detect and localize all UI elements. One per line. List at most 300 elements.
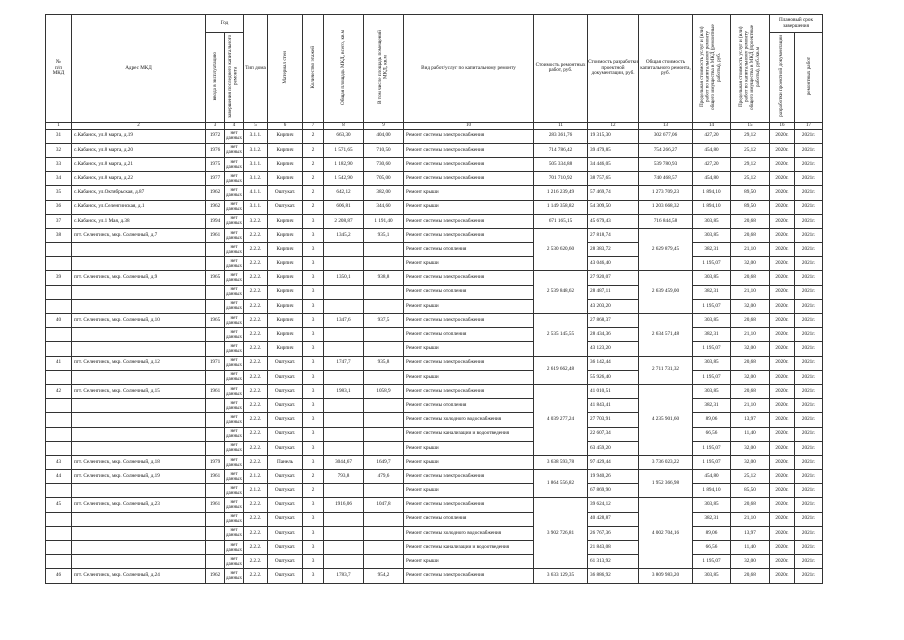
- cell-total-area: 3044,67: [324, 455, 364, 469]
- cell-year-commission: [206, 555, 225, 569]
- cell-planned-repair: 2021г.: [795, 243, 823, 257]
- cell-total-area: 1345,2: [324, 228, 364, 242]
- cell-year-commission: 1972: [206, 129, 225, 143]
- header-limit-cost-2: Предельная стоимость услуг и (или) работ по капитальному ремонту общего имущества в МКД (проектные работы), руб./кв.м: [731, 15, 770, 123]
- cell-floors: 3: [303, 555, 324, 569]
- cell-residential-area: 710,50: [364, 143, 404, 157]
- column-number: 4: [225, 122, 244, 129]
- cell-residential-area: [364, 399, 404, 413]
- cell-house-type: 3.1.2.: [244, 143, 268, 157]
- no-data-label: нет данных: [226, 216, 242, 227]
- cell-design-cost: 40 428,87: [588, 512, 639, 526]
- cell-planned-repair: 2021г.: [795, 157, 823, 171]
- header-total-cost: Общая стоимость капитального ремонта, руб.: [639, 15, 693, 123]
- no-data-label: нет данных: [226, 315, 242, 326]
- cell-work-type: Ремонт системы электроснабжения: [404, 214, 534, 228]
- header-year-last-repair: завершения последнего капитального ремонта: [225, 33, 244, 123]
- table-row: [46, 172, 823, 186]
- table-row: [46, 526, 823, 540]
- cell-year-last-repair: [225, 129, 244, 143]
- cell-address: [72, 370, 206, 384]
- cell-house-type: 2.2.2.: [244, 569, 268, 583]
- cell-year-commission: 1965: [206, 314, 225, 328]
- cell-year-last-repair: [225, 172, 244, 186]
- header-floors: Количество этажей: [303, 15, 324, 123]
- column-number: 8: [324, 122, 364, 129]
- cell-wall-material: Оштукат.: [268, 498, 303, 512]
- cell-floors: 3: [303, 257, 324, 271]
- cell-total-area: [324, 555, 364, 569]
- cell-design-cost: 39 479,85: [588, 143, 639, 157]
- cell-planned-design: 2020г.: [770, 314, 795, 328]
- cell-work-type: Ремонт системы электроснабжения: [404, 129, 534, 143]
- repair-plan-table: [45, 14, 823, 584]
- cell-design-cost: 63 459,20: [588, 441, 639, 455]
- cell-address: с.Кабанск, ул.1 Мая, д.38: [72, 214, 206, 228]
- cell-work-type: Ремонт системы электроснабжения: [404, 314, 534, 328]
- cell-residential-area: 344,60: [364, 200, 404, 214]
- cell-limit-cost-2: 20,68: [731, 271, 770, 285]
- cell-wall-material: Кирпич: [268, 143, 303, 157]
- cell-residential-area: [364, 328, 404, 342]
- cell-work-type: Ремонт системы канализации и водоотведения: [404, 541, 534, 555]
- cell-house-type: 2.2.2.: [244, 271, 268, 285]
- table-row: [46, 186, 823, 200]
- cell-year-last-repair: [225, 228, 244, 242]
- table-row: [46, 157, 823, 171]
- cell-limit-cost-1: 1 894,10: [693, 200, 731, 214]
- cell-floors: 2: [303, 200, 324, 214]
- cell-total-area: 2 208,87: [324, 214, 364, 228]
- cell-repair-cost: 671 165,15: [534, 214, 588, 228]
- cell-limit-cost-2: 29,12: [731, 129, 770, 143]
- cell-num: [46, 427, 72, 441]
- cell-house-type: 2.2.2.: [244, 370, 268, 384]
- cell-year-commission: [206, 413, 225, 427]
- cell-floors: 3: [303, 342, 324, 356]
- cell-house-type: 2.2.2.: [244, 328, 268, 342]
- cell-planned-repair: 2021г.: [795, 384, 823, 398]
- cell-work-type: Ремонт системы электроснабжения: [404, 228, 534, 242]
- cell-work-type: Ремонт крыши: [404, 370, 534, 384]
- cell-num: [46, 441, 72, 455]
- cell-house-type: 3.1.1.: [244, 129, 268, 143]
- cell-residential-area: [364, 441, 404, 455]
- cell-num: [46, 484, 72, 498]
- cell-residential-area: [364, 413, 404, 427]
- cell-limit-cost-2: 32,00: [731, 555, 770, 569]
- cell-planned-design: 2020г.: [770, 512, 795, 526]
- cell-residential-area: [364, 370, 404, 384]
- cell-wall-material: Оштукат.: [268, 370, 303, 384]
- cell-year-last-repair: [225, 484, 244, 498]
- cell-num: [46, 512, 72, 526]
- cell-num: 36: [46, 200, 72, 214]
- cell-num: [46, 370, 72, 384]
- table-row: [46, 455, 823, 469]
- cell-wall-material: Кирпич: [268, 328, 303, 342]
- cell-year-commission: [206, 484, 225, 498]
- cell-year-last-repair: [225, 413, 244, 427]
- cell-num: [46, 285, 72, 299]
- cell-year-commission: [206, 512, 225, 526]
- table-row: [46, 413, 823, 427]
- cell-total-area: [324, 541, 364, 555]
- header-house-type: Тип дома: [244, 15, 268, 123]
- table-row: [46, 399, 823, 413]
- cell-house-type: 2.1.2.: [244, 484, 268, 498]
- cell-year-commission: [206, 370, 225, 384]
- cell-address: с.Кабанск, ул.8 марта, д.19: [72, 129, 206, 143]
- cell-wall-material: Оштукат.: [268, 427, 303, 441]
- cell-limit-cost-2: 21,10: [731, 399, 770, 413]
- cell-residential-area: [364, 342, 404, 356]
- cell-address: с.Кабанск, ул.8 марта, д.20: [72, 143, 206, 157]
- cell-planned-repair: 2021г.: [795, 356, 823, 370]
- cell-planned-design: 2020г.: [770, 143, 795, 157]
- cell-address: [72, 399, 206, 413]
- cell-year-last-repair: [225, 384, 244, 398]
- cell-repair-cost: 1 149 358,82: [534, 200, 588, 214]
- column-number: 15: [731, 122, 770, 129]
- table-row: [46, 555, 823, 569]
- cell-num: [46, 555, 72, 569]
- cell-year-commission: 1977: [206, 172, 225, 186]
- cell-year-commission: [206, 285, 225, 299]
- cell-floors: 3: [303, 455, 324, 469]
- header-limit-cost-1: Предельная стоимость услуг и (или) работ по капитальному ремонту общего имущества в МКД (ремонтные работы), руб.: [693, 15, 731, 123]
- cell-year-last-repair: [225, 314, 244, 328]
- header-design-cost: Стоимость разработки проектной документации, руб.: [588, 15, 639, 123]
- cell-num: 40: [46, 314, 72, 328]
- cell-floors: 2: [303, 484, 324, 498]
- column-number: 5: [244, 122, 268, 129]
- cell-floors: 2: [303, 470, 324, 484]
- cell-wall-material: Кирпич: [268, 342, 303, 356]
- cell-year-last-repair: [225, 470, 244, 484]
- cell-repair-cost: 2 535 145,55: [534, 314, 588, 357]
- cell-address: пгт. Селенгинск, мкр. Солнечный, д.18: [72, 455, 206, 469]
- cell-planned-design: 2020г.: [770, 214, 795, 228]
- cell-planned-repair: 2021г.: [795, 200, 823, 214]
- no-data-label: нет данных: [226, 258, 242, 269]
- cell-year-last-repair: [225, 328, 244, 342]
- cell-year-commission: 1994: [206, 214, 225, 228]
- cell-address: пгт. Селенгинск, мкр. Солнечный, д.7: [72, 228, 206, 242]
- cell-limit-cost-1: 1 195,07: [693, 257, 731, 271]
- cell-limit-cost-1: 66,56: [693, 541, 731, 555]
- cell-total-area: [324, 328, 364, 342]
- cell-house-type: 2.2.2.: [244, 257, 268, 271]
- cell-planned-repair: 2021г.: [795, 526, 823, 540]
- cell-residential-area: 1649,7: [364, 455, 404, 469]
- no-data-label: нет данных: [226, 159, 242, 170]
- cell-house-type: 2.2.2.: [244, 427, 268, 441]
- cell-num: 31: [46, 129, 72, 143]
- cell-floors: 2: [303, 157, 324, 171]
- cell-year-last-repair: [225, 214, 244, 228]
- cell-work-type: Ремонт крыши: [404, 455, 534, 469]
- cell-total-area: 606,81: [324, 200, 364, 214]
- cell-floors: 2: [303, 186, 324, 200]
- table-row: [46, 271, 823, 285]
- table-row: [46, 299, 823, 313]
- cell-limit-cost-1: 89,06: [693, 526, 731, 540]
- cell-total-cost: 716 844,58: [639, 214, 693, 228]
- cell-planned-design: 2020г.: [770, 243, 795, 257]
- cell-planned-design: 2020г.: [770, 228, 795, 242]
- cell-address: пгт. Селенгинск, мкр. Солнечный, д.10: [72, 314, 206, 328]
- no-data-label: нет данных: [226, 358, 242, 369]
- no-data-label: нет данных: [226, 287, 242, 298]
- no-data-label: нет данных: [226, 187, 242, 198]
- cell-planned-design: 2020г.: [770, 470, 795, 484]
- cell-num: 42: [46, 384, 72, 398]
- cell-wall-material: Панель: [268, 455, 303, 469]
- cell-planned-repair: 2021г.: [795, 328, 823, 342]
- cell-address: пгт. Селенгинск, мкр. Солнечный, д.15: [72, 384, 206, 398]
- cell-num: [46, 243, 72, 257]
- cell-planned-repair: 2021г.: [795, 427, 823, 441]
- cell-design-cost: 22 607,34: [588, 427, 639, 441]
- no-data-label: нет данных: [226, 202, 242, 213]
- cell-design-cost: 41 010,51: [588, 384, 639, 398]
- cell-planned-design: 2020г.: [770, 186, 795, 200]
- cell-work-type: Ремонт системы холодного водоснабжения: [404, 413, 534, 427]
- table-row: [46, 314, 823, 328]
- cell-planned-repair: 2021г.: [795, 541, 823, 555]
- cell-design-cost: 27 818,74: [588, 228, 639, 242]
- header-repair-cost: Стоимость ремонтных работ, руб.: [534, 15, 588, 123]
- cell-num: 44: [46, 470, 72, 484]
- cell-year-last-repair: [225, 285, 244, 299]
- cell-work-type: Ремонт системы отопления: [404, 399, 534, 413]
- cell-num: 32: [46, 143, 72, 157]
- cell-wall-material: Кирпич: [268, 214, 303, 228]
- cell-total-cost: 2 711 731,32: [639, 356, 693, 384]
- table-row: [46, 285, 823, 299]
- cell-address: [72, 526, 206, 540]
- table-row: [46, 342, 823, 356]
- cell-planned-design: 2020г.: [770, 455, 795, 469]
- no-data-label: нет данных: [226, 542, 242, 553]
- cell-total-area: [324, 399, 364, 413]
- cell-limit-cost-1: 454,80: [693, 143, 731, 157]
- cell-repair-cost: 3 902 726,81: [534, 498, 588, 569]
- cell-year-last-repair: [225, 342, 244, 356]
- column-number: 3: [206, 122, 225, 129]
- cell-year-last-repair: [225, 569, 244, 583]
- cell-design-cost: 43 203,20: [588, 299, 639, 313]
- cell-year-commission: 1971: [206, 356, 225, 370]
- cell-limit-cost-1: 382,31: [693, 512, 731, 526]
- cell-total-area: 1350,1: [324, 271, 364, 285]
- cell-house-type: 2.2.2.: [244, 285, 268, 299]
- cell-floors: 3: [303, 427, 324, 441]
- cell-year-last-repair: [225, 512, 244, 526]
- cell-floors: 3: [303, 413, 324, 427]
- cell-limit-cost-1: 303,85: [693, 214, 731, 228]
- cell-total-area: 1 571,65: [324, 143, 364, 157]
- cell-residential-area: 938,8: [364, 271, 404, 285]
- cell-num: [46, 328, 72, 342]
- cell-limit-cost-2: 25,12: [731, 172, 770, 186]
- cell-year-commission: 1961: [206, 228, 225, 242]
- cell-limit-cost-2: 21,10: [731, 285, 770, 299]
- cell-wall-material: Оштукат.: [268, 569, 303, 583]
- cell-year-last-repair: [225, 427, 244, 441]
- no-data-label: нет данных: [226, 131, 242, 142]
- cell-total-area: [324, 526, 364, 540]
- cell-total-area: [324, 484, 364, 498]
- cell-residential-area: [364, 526, 404, 540]
- column-number: 1: [46, 122, 72, 129]
- cell-repair-cost: 1 216 239,49: [534, 186, 588, 200]
- cell-floors: 3: [303, 526, 324, 540]
- cell-repair-cost: 2 530 620,60: [534, 228, 588, 271]
- cell-num: [46, 413, 72, 427]
- cell-address: [72, 342, 206, 356]
- cell-design-cost: 19 315,30: [588, 129, 639, 143]
- cell-address: с.Кабанск, ул.8 марта, д.21: [72, 157, 206, 171]
- cell-total-cost: 740 468,57: [639, 172, 693, 186]
- cell-total-area: 793,8: [324, 470, 364, 484]
- cell-year-commission: 1965: [206, 271, 225, 285]
- table-row: [46, 200, 823, 214]
- cell-total-area: 1916,06: [324, 498, 364, 512]
- cell-limit-cost-2: 21,10: [731, 512, 770, 526]
- cell-work-type: Ремонт системы канализации и водоотведения: [404, 427, 534, 441]
- cell-repair-cost: 283 361,76: [534, 129, 588, 143]
- cell-design-cost: 28 487,11: [588, 285, 639, 299]
- cell-wall-material: Оштукат.: [268, 441, 303, 455]
- cell-year-commission: 1976: [206, 143, 225, 157]
- cell-limit-cost-1: 382,31: [693, 243, 731, 257]
- cell-floors: 3: [303, 441, 324, 455]
- no-data-label: нет данных: [226, 429, 242, 440]
- cell-residential-area: [364, 541, 404, 555]
- cell-total-area: [324, 413, 364, 427]
- table-body: [46, 129, 823, 583]
- cell-total-area: [324, 441, 364, 455]
- cell-repair-cost: 714 786,42: [534, 143, 588, 157]
- cell-work-type: Ремонт системы электроснабжения: [404, 569, 534, 583]
- no-data-label: нет данных: [226, 344, 242, 354]
- cell-planned-repair: 2021г.: [795, 569, 823, 583]
- cell-house-type: 2.2.2.: [244, 413, 268, 427]
- cell-limit-cost-2: 21,10: [731, 243, 770, 257]
- header-address: Адрес МКД: [72, 15, 206, 123]
- cell-design-cost: 97 429,44: [588, 455, 639, 469]
- cell-house-type: 2.2.2.: [244, 512, 268, 526]
- cell-total-cost: 4 235 901,60: [639, 384, 693, 455]
- cell-address: пгт. Селенгинск, мкр. Солнечный, д.19: [72, 470, 206, 484]
- cell-work-type: Ремонт системы электроснабжения: [404, 271, 534, 285]
- cell-design-cost: 27 703,91: [588, 413, 639, 427]
- cell-planned-repair: 2021г.: [795, 143, 823, 157]
- cell-planned-design: 2020г.: [770, 484, 795, 498]
- cell-num: 37: [46, 214, 72, 228]
- cell-design-cost: 67 869,90: [588, 484, 639, 498]
- cell-design-cost: 36 886,92: [588, 569, 639, 583]
- cell-year-last-repair: [225, 271, 244, 285]
- cell-work-type: Ремонт системы электроснабжения: [404, 470, 534, 484]
- cell-planned-repair: 2021г.: [795, 470, 823, 484]
- cell-planned-repair: 2021г.: [795, 228, 823, 242]
- cell-planned-repair: 2021г.: [795, 399, 823, 413]
- cell-year-commission: 1961: [206, 384, 225, 398]
- cell-year-commission: [206, 399, 225, 413]
- cell-year-commission: 1962: [206, 200, 225, 214]
- cell-year-commission: 1961: [206, 498, 225, 512]
- cell-work-type: Ремонт системы отопления: [404, 243, 534, 257]
- cell-wall-material: Оштукат.: [268, 555, 303, 569]
- header-total-area: Общая площадь МКД, всего, кв.м: [324, 15, 364, 123]
- cell-limit-cost-2: 89,50: [731, 186, 770, 200]
- cell-limit-cost-1: 303,85: [693, 356, 731, 370]
- table-row: [46, 257, 823, 271]
- cell-wall-material: Кирпич: [268, 257, 303, 271]
- cell-total-cost: 1 203 668,32: [639, 200, 693, 214]
- cell-residential-area: [364, 555, 404, 569]
- cell-year-last-repair: [225, 555, 244, 569]
- cell-house-type: 3.1.2.: [244, 172, 268, 186]
- cell-design-cost: 27 920,07: [588, 271, 639, 285]
- cell-planned-repair: 2021г.: [795, 555, 823, 569]
- cell-limit-cost-1: 303,85: [693, 384, 731, 398]
- cell-year-commission: 1962: [206, 569, 225, 583]
- cell-total-area: 642,12: [324, 186, 364, 200]
- table-row: [46, 512, 823, 526]
- table-header: [46, 15, 823, 130]
- cell-wall-material: Оштукат.: [268, 541, 303, 555]
- cell-limit-cost-1: 303,85: [693, 314, 731, 328]
- cell-num: [46, 399, 72, 413]
- cell-work-type: Ремонт крыши: [404, 186, 534, 200]
- cell-limit-cost-1: 303,85: [693, 271, 731, 285]
- cell-total-area: 1747,7: [324, 356, 364, 370]
- cell-address: [72, 555, 206, 569]
- no-data-label: нет данных: [226, 414, 242, 425]
- column-number: 10: [404, 122, 534, 129]
- cell-residential-area: 705,00: [364, 172, 404, 186]
- cell-wall-material: Кирпич: [268, 299, 303, 313]
- cell-house-type: 3.1.1.: [244, 200, 268, 214]
- cell-floors: 3: [303, 370, 324, 384]
- table-row: [46, 427, 823, 441]
- cell-limit-cost-2: 20,68: [731, 384, 770, 398]
- cell-planned-design: 2020г.: [770, 328, 795, 342]
- cell-address: пгт. Селенгинск, мкр. Солнечный, д.9: [72, 271, 206, 285]
- header-planned-repair: ремонтных работ: [795, 33, 823, 123]
- cell-total-area: [324, 299, 364, 313]
- cell-planned-design: 2020г.: [770, 200, 795, 214]
- cell-limit-cost-2: 20,68: [731, 228, 770, 242]
- cell-floors: 3: [303, 285, 324, 299]
- cell-address: [72, 328, 206, 342]
- cell-address: пгт. Селенгинск, мкр. Солнечный, д.12: [72, 356, 206, 370]
- cell-design-cost: 43 046,40: [588, 257, 639, 271]
- cell-limit-cost-2: 20,68: [731, 214, 770, 228]
- cell-design-cost: 19 940,26: [588, 470, 639, 484]
- cell-address: [72, 413, 206, 427]
- cell-year-last-repair: [225, 498, 244, 512]
- cell-residential-area: 935,1: [364, 228, 404, 242]
- cell-total-cost: 754 266,27: [639, 143, 693, 157]
- cell-limit-cost-1: 1 195,07: [693, 441, 731, 455]
- cell-total-area: [324, 257, 364, 271]
- table-row: [46, 228, 823, 242]
